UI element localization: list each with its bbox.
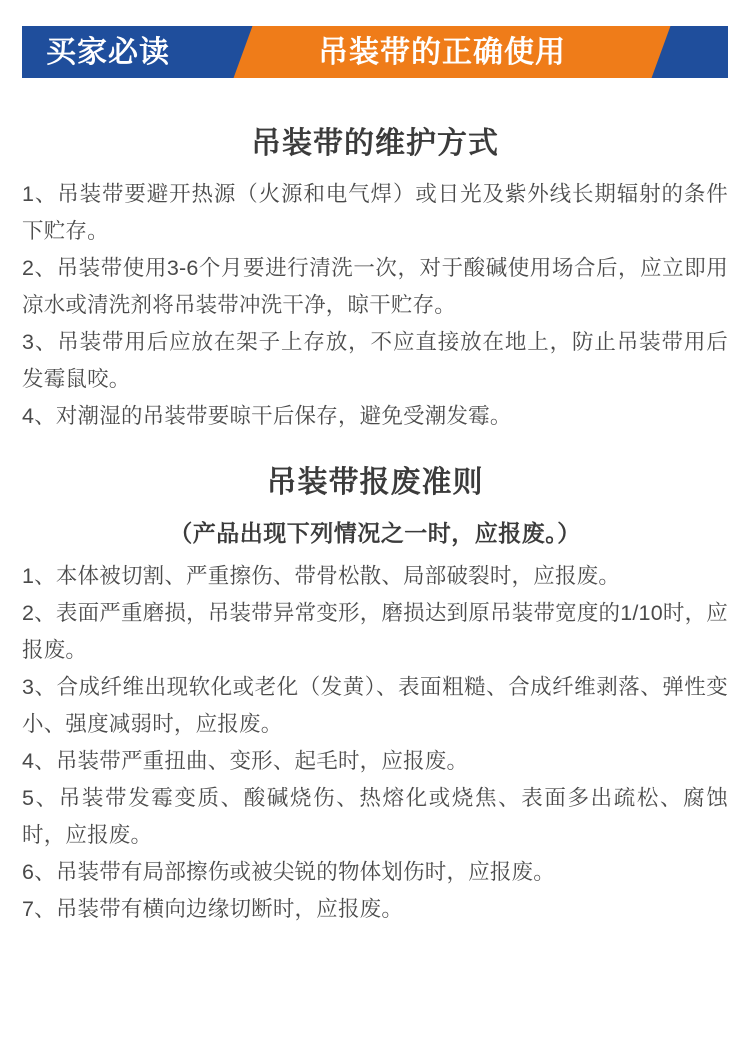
list-item: 2、吊装带使用3-6个月要进行清洗一次，对于酸碱使用场合后，应立即用凉水或清洗剂将吊装带冲洗干净，晾干贮存。 xyxy=(22,256,728,317)
section-maintenance xyxy=(22,118,728,435)
list-item: 6、吊装带有局部擦伤或被尖锐的物体划伤时，应报废。 xyxy=(22,860,555,884)
list-item: 4、吊装带严重扭曲、变形、起毛时，应报废。 xyxy=(22,749,469,773)
list-item: 5、吊装带发霉变质、酸碱烧伤、热熔化或烧焦、表面多出疏松、腐蚀时，应报废。 xyxy=(22,786,728,847)
content-area xyxy=(0,118,750,928)
section-title-maintenance: 吊装带的维护方式 xyxy=(251,127,499,160)
section-subtitle-scrap: （产品出现下列情况之一时，应报废。） xyxy=(169,520,581,546)
banner-left-label: 买家必读 xyxy=(46,36,170,69)
header-banner xyxy=(0,0,750,96)
list-item: 1、本体被切割、严重擦伤、带骨松散、局部破裂时，应报废。 xyxy=(22,564,621,588)
list-item: 2、表面严重磨损，吊装带异常变形，磨损达到原吊装带宽度的1/10时，应报废。 xyxy=(22,601,728,662)
list-item: 7、吊装带有横向边缘切断时，应报废。 xyxy=(22,897,404,921)
section-scrap-criteria xyxy=(22,457,728,928)
list-item: 1、吊装带要避开热源（火源和电气焊）或日光及紫外线长期辐射的条件下贮存。 xyxy=(22,182,728,243)
scrap-list xyxy=(22,558,728,928)
maintenance-list xyxy=(22,176,728,435)
list-item: 4、对潮湿的吊装带要晾干后保存，避免受潮发霉。 xyxy=(22,404,512,428)
list-item: 3、吊装带用后应放在架子上存放，不应直接放在地上，防止吊装带用后发霉鼠咬。 xyxy=(22,330,728,391)
section-title-scrap: 吊装带报废准则 xyxy=(266,466,484,499)
banner-right-label: 吊装带的正确使用 xyxy=(318,36,566,69)
list-item: 3、合成纤维出现软化或老化（发黄）、表面粗糙、合成纤维剥落、弹性变小、强度减弱时，应报废。 xyxy=(22,675,728,736)
